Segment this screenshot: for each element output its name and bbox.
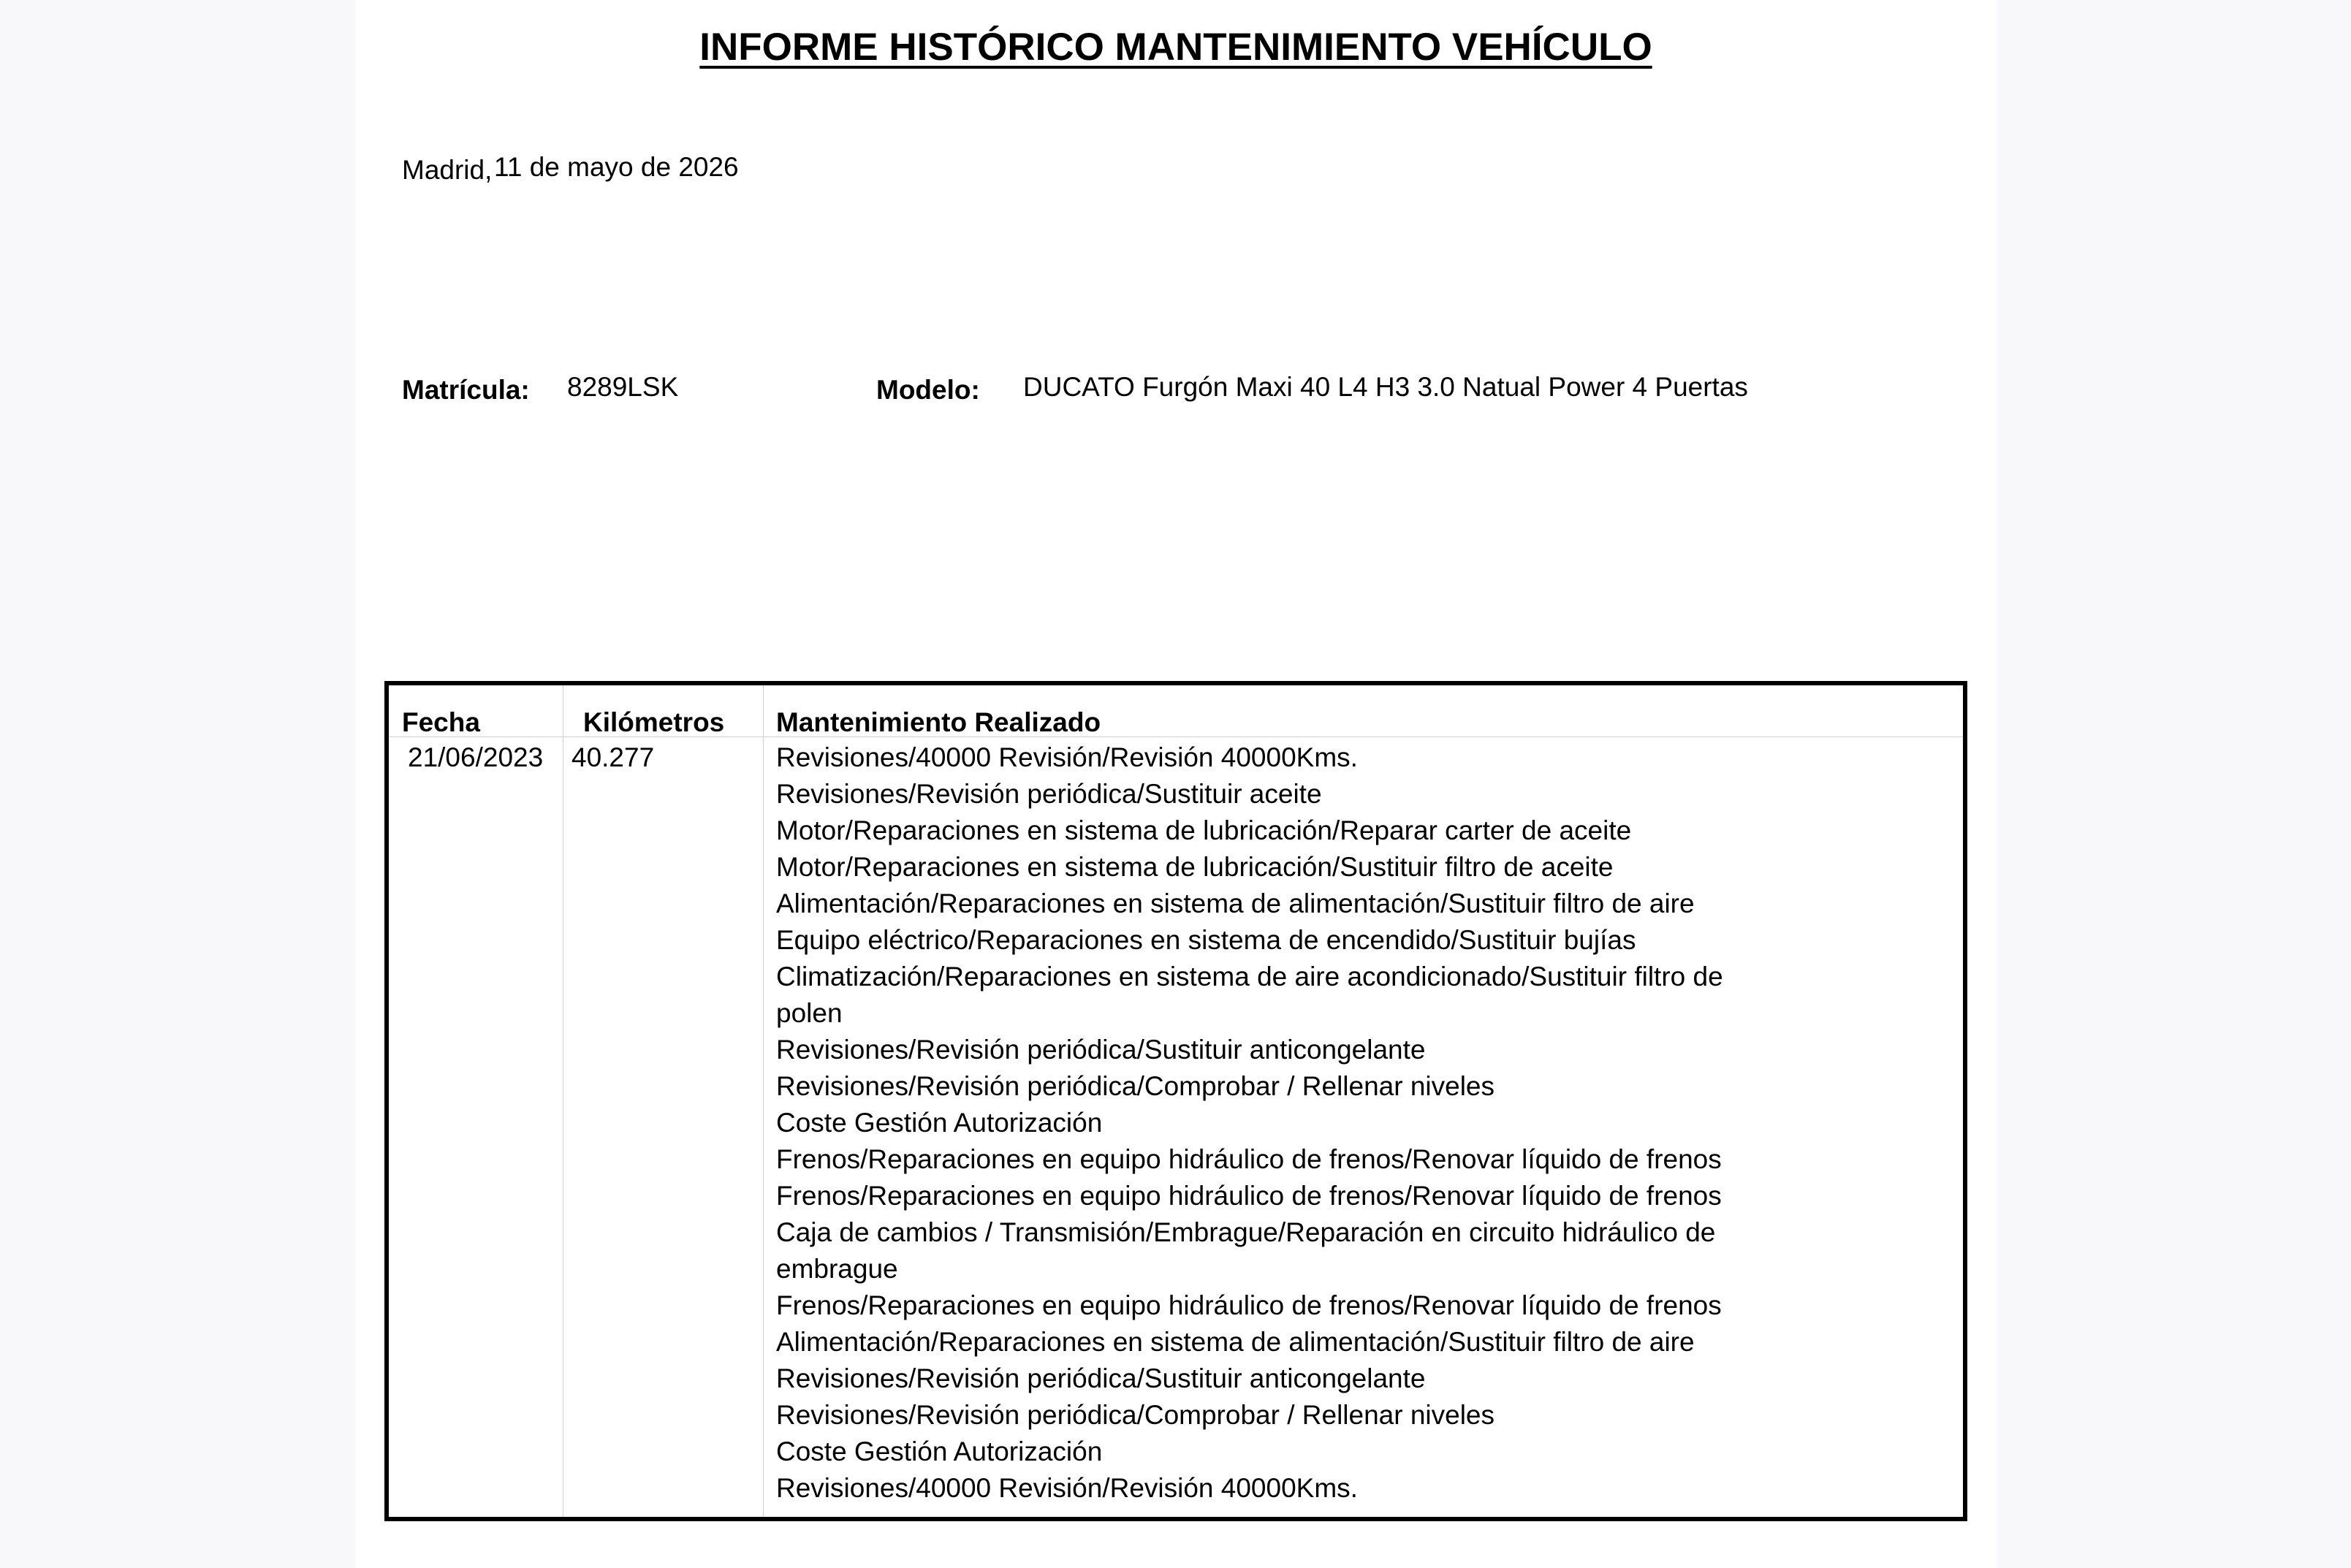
- maintenance-item: Frenos/Reparaciones en equipo hidráulico de frenos/Renovar líquido de frenos: [776, 1144, 1722, 1174]
- report-title: [355, 22, 1997, 73]
- maintenance-item: Alimentación/Reparaciones en sistema de alimentación/Sustituir filtro de aire: [776, 1327, 1695, 1357]
- document-page: [355, 0, 1997, 1568]
- report-place: Madrid,: [402, 155, 493, 185]
- header-maintenance: Mantenimiento Realizado: [776, 707, 1101, 737]
- model-value: DUCATO Furgón Maxi 40 L4 H3 3.0 Natual Power 4 Puertas: [1023, 372, 1748, 402]
- maintenance-item: Climatización/Reparaciones en sistema de aire acondicionado/Sustituir filtro de polen: [776, 962, 1723, 1028]
- maintenance-item: Coste Gestión Autorización: [776, 1436, 1103, 1466]
- plate-value: 8289LSK: [567, 372, 679, 402]
- maintenance-item: Revisiones/Revisión periódica/Sustituir anticongelante: [776, 1035, 1426, 1065]
- maintenance-list: [776, 739, 1755, 1507]
- row-date: 21/06/2023: [408, 742, 544, 772]
- plate-label: Matrícula:: [402, 375, 530, 405]
- maintenance-item: Coste Gestión Autorización: [776, 1108, 1103, 1138]
- maintenance-item: Frenos/Reparaciones en equipo hidráulico de frenos/Renovar líquido de frenos: [776, 1290, 1722, 1320]
- report-title-text: INFORME HISTÓRICO MANTENIMIENTO VEHÍCULO: [699, 26, 1652, 69]
- maintenance-item: Caja de cambios / Transmisión/Embrague/Reparación en circuito hidráulico de embrague: [776, 1217, 1716, 1284]
- model-label: Modelo:: [876, 375, 980, 405]
- maintenance-item: Revisiones/40000 Revisión/Revisión 40000Kms.: [776, 1473, 1358, 1503]
- header-date: Fecha: [402, 707, 480, 737]
- maintenance-item: Frenos/Reparaciones en equipo hidráulico de frenos/Renovar líquido de frenos: [776, 1181, 1722, 1211]
- header-km: Kilómetros: [583, 707, 725, 737]
- report-date: 11 de mayo de 2026: [494, 152, 739, 182]
- maintenance-item: Alimentación/Reparaciones en sistema de alimentación/Sustituir filtro de aire: [776, 888, 1695, 918]
- maintenance-table: [384, 681, 1967, 1521]
- maintenance-item: Equipo eléctrico/Reparaciones en sistema de encendido/Sustituir bujías: [776, 925, 1636, 955]
- maintenance-item: Revisiones/Revisión periódica/Sustituir aceite: [776, 779, 1322, 809]
- column-separator: [763, 685, 764, 1517]
- maintenance-item: Revisiones/Revisión periódica/Comprobar / Rellenar niveles: [776, 1400, 1495, 1430]
- maintenance-item: Motor/Reparaciones en sistema de lubricación/Sustituir filtro de aceite: [776, 852, 1614, 882]
- maintenance-item: Revisiones/40000 Revisión/Revisión 40000Kms.: [776, 742, 1358, 772]
- maintenance-item: Revisiones/Revisión periódica/Sustituir anticongelante: [776, 1363, 1426, 1393]
- maintenance-item: Revisiones/Revisión periódica/Comprobar / Rellenar niveles: [776, 1071, 1495, 1101]
- row-km: 40.277: [571, 742, 655, 772]
- maintenance-item: Motor/Reparaciones en sistema de lubricación/Reparar carter de aceite: [776, 815, 1632, 845]
